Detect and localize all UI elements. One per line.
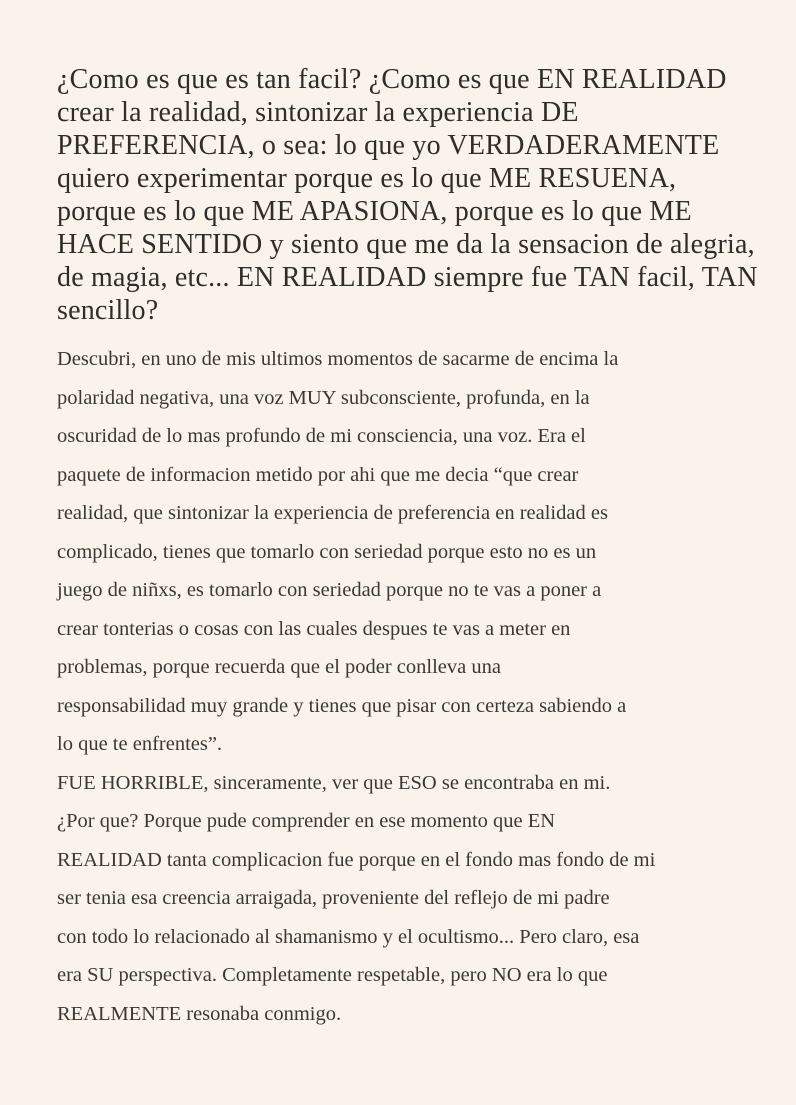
text-line: quiero experimentar porque es lo que ME RESUENA, xyxy=(57,163,677,194)
text-line: HACE SENTIDO y siento que me da la sensacion de alegria, xyxy=(57,229,755,260)
text-line: de magia, etc... EN REALIDAD siempre fue TAN facil, TAN xyxy=(57,262,758,293)
text-line: responsabilidad muy grande y tienes que pisar con certeza sabiendo a xyxy=(57,694,627,717)
text-line: complicado, tienes que tomarlo con seriedad porque esto no es un xyxy=(57,540,597,563)
text-line: Descubri, en uno de mis ultimos momentos de sacarme de encima la xyxy=(57,348,619,370)
text-line: ¿Como es que es tan facil? ¿Como es que EN REALIDAD xyxy=(57,64,727,95)
text-line: ser tenia esa creencia arraigada, proveniente del reflejo de mi padre xyxy=(57,887,610,909)
text-line: crear la realidad, sintonizar la experiencia DE xyxy=(57,97,579,128)
text-line: REALMENTE resonaba conmigo. xyxy=(57,1002,342,1025)
text-line: era SU perspectiva. Completamente respetable, pero NO era lo que xyxy=(57,964,608,986)
intro-paragraph xyxy=(57,63,758,327)
text-line: PREFERENCIA, o sea: lo que yo VERDADERAMENTE xyxy=(57,130,720,161)
text-line: ¿Por que? Porque pude comprender en ese momento que EN xyxy=(57,810,556,832)
text-line: oscuridad de lo mas profundo de mi consciencia, una voz. Era el xyxy=(57,425,586,447)
text-line: FUE HORRIBLE, sinceramente, ver que ESO se encontraba en mi. xyxy=(57,771,611,794)
text-line: REALIDAD tanta complicacion fue porque en el fondo mas fondo de mi xyxy=(57,848,656,871)
text-line: porque es lo que ME APASIONA, porque es lo que ME xyxy=(57,196,692,227)
text-line: paquete de informacion metido por ahi que me decia “que crear xyxy=(57,463,579,486)
text-line: lo que te enfrentes”. xyxy=(57,733,223,755)
text-line: problemas, porque recuerda que el poder conlleva una xyxy=(57,656,501,678)
body-paragraph xyxy=(57,340,746,1033)
text-line: sencillo? xyxy=(57,295,159,326)
text-line: polaridad negativa, una voz MUY subconsciente, profunda, en la xyxy=(57,386,590,409)
text-line: juego de niñxs, es tomarlo con seriedad porque no te vas a poner a xyxy=(57,579,602,601)
text-line: con todo lo relacionado al shamanismo y el ocultismo... Pero claro, esa xyxy=(57,925,640,948)
text-line: crear tonterias o cosas con las cuales despues te vas a meter en xyxy=(57,617,571,640)
text-line: realidad, que sintonizar la experiencia de preferencia en realidad es xyxy=(57,502,608,524)
